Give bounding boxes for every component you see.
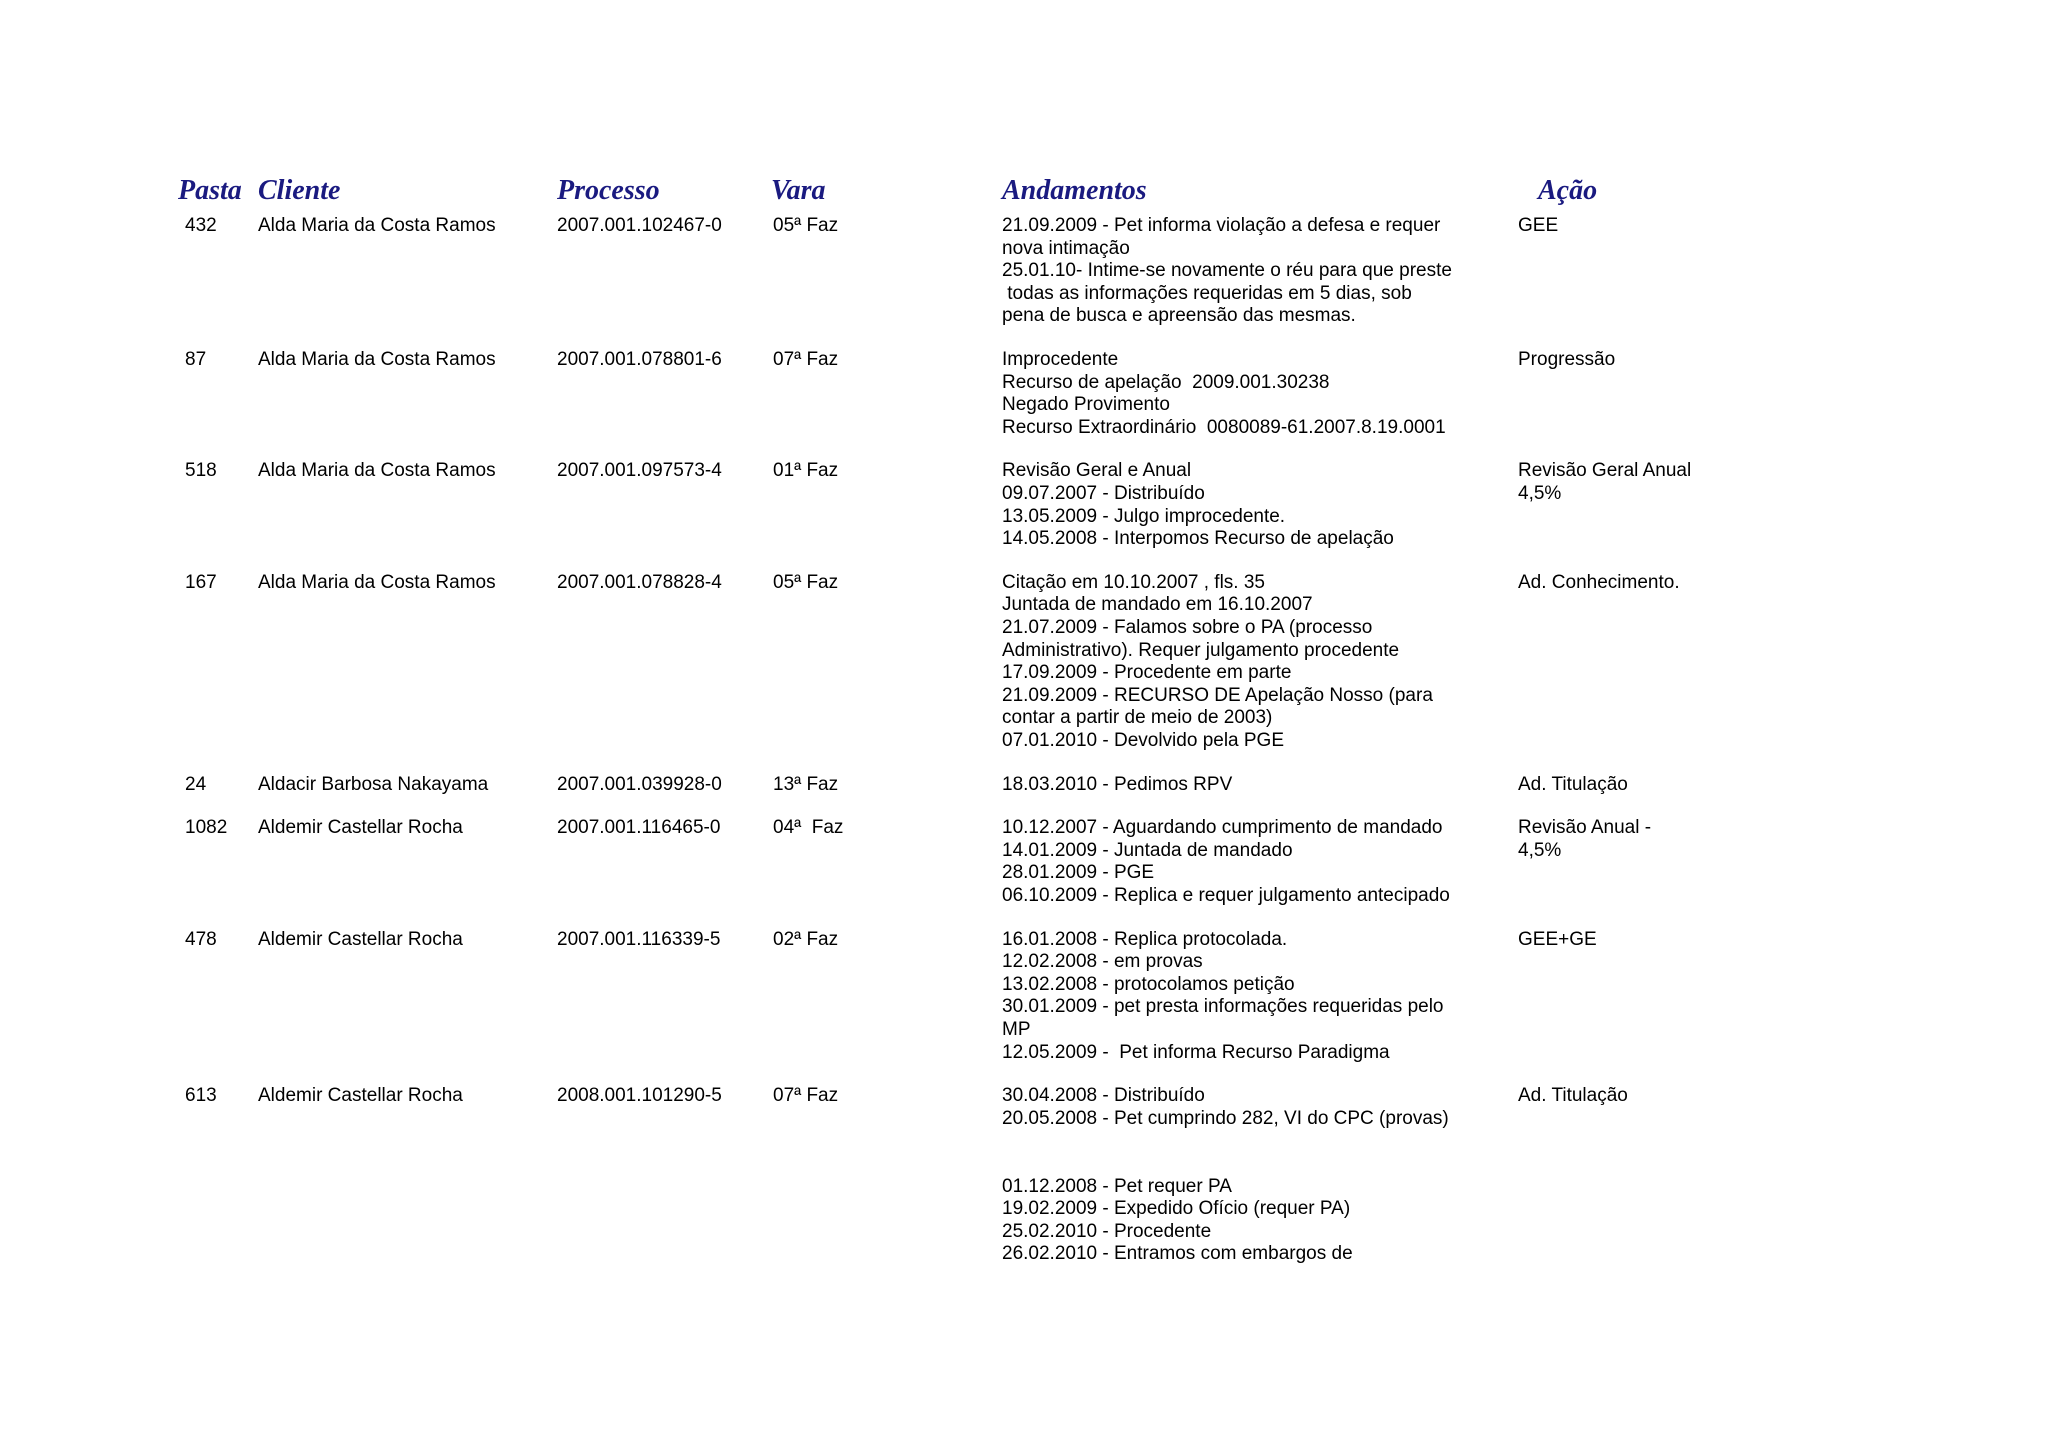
- cell-cliente: Alda Maria da Costa Ramos: [258, 460, 496, 482]
- cell-acao: [1518, 215, 1558, 238]
- cell-pasta: 167: [185, 571, 217, 593]
- header-vara: Vara: [771, 175, 826, 206]
- cell-andamentos: [1002, 929, 1444, 1065]
- table-row: [0, 817, 2048, 928]
- cell-vara: 07ª Faz: [773, 349, 839, 370]
- cell-andamentos-line: Administrativo). Requer julgamento procedente: [1002, 639, 1400, 661]
- cell-andamentos-line: Recurso de apelação 2009.001.30238: [1002, 371, 1330, 393]
- cell-andamentos: [1002, 460, 1394, 550]
- cell-andamentos-line: 10.12.2007 - Aguardando cumprimento de mandado: [1002, 817, 1443, 839]
- cell-acao: [1518, 929, 1597, 952]
- cell-andamentos-line: 14.05.2008 - Interpomos Recurso de apelação: [1002, 528, 1394, 550]
- cell-andamentos-line: 28.01.2009 - PGE: [1002, 862, 1155, 884]
- cell-andamentos-line: Negado Provimento: [1002, 394, 1170, 416]
- table-row: [0, 460, 2048, 571]
- cell-acao-line: GEE: [1518, 215, 1559, 236]
- cell-andamentos-line: Improcedente: [1002, 349, 1119, 370]
- cell-andamentos-line: [1002, 1153, 1449, 1176]
- cell-cliente: Aldemir Castellar Rocha: [258, 928, 463, 950]
- cell-andamentos-line: 13.05.2009 - Julgo improcedente.: [1002, 505, 1286, 527]
- table-row: [0, 215, 2048, 349]
- cell-pasta: 24: [185, 773, 207, 795]
- cell-processo: 2008.001.101290-5: [557, 1085, 722, 1107]
- cell-acao-line: GEE+GE: [1518, 928, 1597, 950]
- cell-andamentos-line: 21.09.2009 - Pet informa violação a defesa e requer: [1002, 215, 1441, 236]
- cell-acao: [1518, 349, 1615, 372]
- cell-andamentos: [1002, 774, 1232, 797]
- cell-andamentos-line: 30.04.2008 - Distribuído: [1002, 1085, 1205, 1107]
- cell-vara: 02ª Faz: [773, 928, 839, 950]
- cell-vara: 05ª Faz: [773, 571, 839, 593]
- cell-andamentos-line: 12.02.2008 - em provas: [1002, 951, 1203, 973]
- cell-andamentos-line: 12.05.2009 - Pet informa Recurso Paradigma: [1002, 1041, 1390, 1063]
- cell-acao-line: Ad. Conhecimento.: [1518, 571, 1680, 593]
- cell-andamentos-line: pena de busca e apreensão das mesmas.: [1002, 305, 1356, 327]
- cell-cliente: Aldacir Barbosa Nakayama: [258, 773, 489, 795]
- cell-andamentos-line: 09.07.2007 - Distribuído: [1002, 482, 1205, 504]
- cell-andamentos-line: 21.07.2009 - Falamos sobre o PA (processo: [1002, 616, 1373, 638]
- cell-andamentos-line: 21.09.2009 - RECURSO DE Apelação Nosso (para: [1002, 684, 1433, 706]
- table-row: [0, 929, 2048, 1086]
- cell-andamentos: [1002, 817, 1450, 907]
- cell-vara: 13ª Faz: [773, 773, 839, 795]
- cell-andamentos-line: 17.09.2009 - Procedente em parte: [1002, 662, 1292, 684]
- cell-andamentos-line: 16.01.2008 - Replica protocolada.: [1002, 928, 1288, 950]
- cell-pasta: 478: [185, 928, 217, 950]
- cell-andamentos-line: 13.02.2008 - protocolamos petição: [1002, 973, 1295, 995]
- cell-andamentos-line: todas as informações requeridas em 5 dias, sob: [1002, 282, 1412, 304]
- table-row: [0, 774, 2048, 818]
- cell-andamentos-line: 25.02.2010 - Procedente: [1002, 1220, 1212, 1242]
- cell-vara: 01ª Faz: [773, 460, 839, 482]
- cell-acao-line: Ad. Titulação: [1518, 773, 1628, 795]
- cell-andamentos-line: 30.01.2009 - pet presta informações requeridas pelo: [1002, 996, 1444, 1018]
- cell-andamentos-line: Citação em 10.10.2007 , fls. 35: [1002, 571, 1265, 593]
- cell-andamentos-line: Revisão Geral e Anual: [1002, 460, 1192, 482]
- cell-andamentos: [1002, 349, 1446, 439]
- cell-pasta: 87: [185, 349, 207, 370]
- cell-acao-line: Revisão Geral Anual: [1518, 460, 1692, 482]
- cell-acao-line: 4,5%: [1518, 839, 1562, 861]
- cell-acao: [1518, 460, 1691, 505]
- cell-vara: 05ª Faz: [773, 215, 839, 236]
- table-row: [0, 1085, 2048, 1287]
- cell-andamentos-line: 18.03.2010 - Pedimos RPV: [1002, 773, 1233, 795]
- cell-processo: 2007.001.078801-6: [557, 349, 722, 370]
- cell-andamentos-line: 19.02.2009 - Expedido Ofício (requer PA): [1002, 1198, 1351, 1220]
- cell-pasta: 1082: [185, 817, 228, 839]
- cell-andamentos-line: 06.10.2009 - Replica e requer julgamento antecipado: [1002, 884, 1450, 906]
- cell-cliente: Aldemir Castellar Rocha: [258, 817, 463, 839]
- cell-andamentos-line: 14.01.2009 - Juntada de mandado: [1002, 839, 1293, 861]
- cell-andamentos-line: [1002, 1130, 1449, 1153]
- cell-processo: 2007.001.078828-4: [557, 571, 722, 593]
- cell-andamentos: [1002, 1085, 1449, 1266]
- cell-cliente: Aldemir Castellar Rocha: [258, 1085, 463, 1107]
- cell-andamentos-line: 01.12.2008 - Pet requer PA: [1002, 1175, 1232, 1197]
- cell-acao-line: Ad. Titulação: [1518, 1085, 1628, 1107]
- cell-processo: 2007.001.097573-4: [557, 460, 722, 482]
- cell-andamentos-line: 26.02.2010 - Entramos com embargos de: [1002, 1243, 1353, 1265]
- cell-andamentos-line: MP: [1002, 1018, 1031, 1040]
- header-andamentos: Andamentos: [1002, 175, 1147, 206]
- cell-processo: 2007.001.039928-0: [557, 773, 722, 795]
- cell-vara: 04ª Faz: [773, 817, 844, 839]
- header-cliente: Cliente: [258, 175, 341, 206]
- cell-acao: [1518, 572, 1680, 595]
- cell-acao-line: Revisão Anual -: [1518, 817, 1652, 839]
- cell-andamentos-line: Recurso Extraordinário 0080089-61.2007.8.19.0001: [1002, 416, 1446, 438]
- cell-cliente: Alda Maria da Costa Ramos: [258, 215, 496, 236]
- cell-cliente: Alda Maria da Costa Ramos: [258, 349, 496, 370]
- cell-andamentos-line: contar a partir de meio de 2003): [1002, 707, 1273, 729]
- cell-pasta: 613: [185, 1085, 217, 1107]
- cell-acao: [1518, 1085, 1628, 1108]
- cell-andamentos-line: Juntada de mandado em 16.10.2007: [1002, 594, 1313, 616]
- cell-andamentos-line: 07.01.2010 - Devolvido pela PGE: [1002, 729, 1285, 751]
- table-row: [0, 349, 2048, 460]
- cell-acao-line: 4,5%: [1518, 482, 1562, 504]
- cell-andamentos: [1002, 215, 1452, 328]
- cell-processo: 2007.001.116465-0: [557, 817, 721, 839]
- cell-andamentos-line: 20.05.2008 - Pet cumprindo 282, VI do CPC (provas): [1002, 1107, 1449, 1129]
- cell-pasta: 432: [185, 215, 217, 236]
- header-acao: Ação: [1538, 175, 1598, 206]
- cell-cliente: Alda Maria da Costa Ramos: [258, 571, 496, 593]
- header-pasta: Pasta: [178, 175, 242, 206]
- cell-acao: [1518, 817, 1651, 862]
- table-body: [0, 215, 2048, 1287]
- cell-processo: 2007.001.116339-5: [557, 928, 721, 950]
- cell-andamentos-line: 25.01.10- Intime-se novamente o réu para que preste: [1002, 260, 1452, 282]
- cell-vara: 07ª Faz: [773, 1085, 839, 1107]
- cell-andamentos: [1002, 572, 1433, 753]
- cell-processo: 2007.001.102467-0: [557, 215, 722, 236]
- cell-andamentos-line: nova intimação: [1002, 237, 1130, 259]
- header-processo: Processo: [557, 175, 660, 206]
- cell-acao-line: Progressão: [1518, 349, 1616, 370]
- table-row: [0, 572, 2048, 774]
- cell-pasta: 518: [185, 460, 217, 482]
- cell-acao: [1518, 774, 1628, 797]
